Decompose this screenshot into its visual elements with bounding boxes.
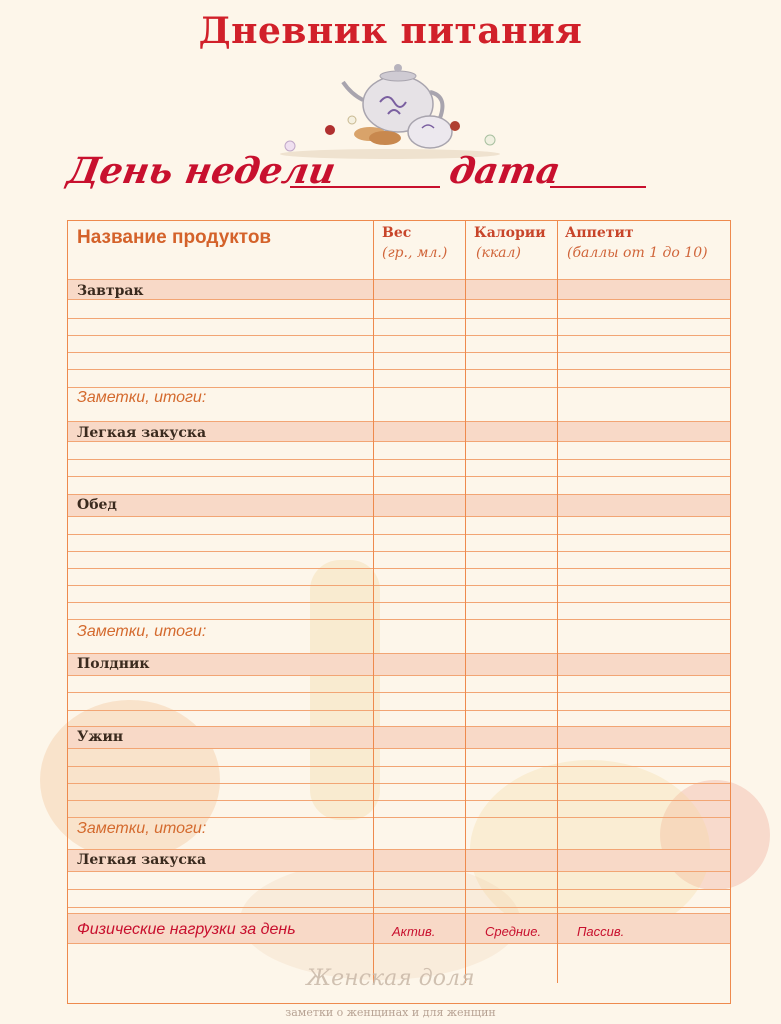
row-line — [68, 534, 730, 535]
section-band — [68, 279, 730, 299]
row-line — [68, 889, 730, 890]
row-line — [68, 335, 730, 336]
header-weight-units: (гр., мл.) — [382, 245, 448, 261]
section-snack-1: Легкая закуска — [77, 425, 207, 441]
row-line — [68, 516, 730, 517]
food-diary-table — [67, 220, 731, 1004]
teapot-illustration — [270, 62, 510, 162]
row-line — [68, 602, 730, 603]
row-line — [68, 551, 730, 552]
page-title: Дневник питания — [198, 10, 583, 52]
row-line — [68, 800, 730, 801]
notes-breakfast: Заметки, итоги: — [77, 389, 207, 406]
header-calories: Калории — [474, 225, 546, 241]
section-band — [68, 653, 730, 675]
row-line — [68, 619, 730, 620]
day-date-line — [64, 148, 648, 198]
day-of-week-label: День недели — [64, 150, 339, 192]
row-line — [68, 783, 730, 784]
row-line — [68, 318, 730, 319]
section-band — [68, 726, 730, 748]
header-appetite-scale: (баллы от 1 до 10) — [567, 245, 708, 261]
header-product-name: Название продуктов — [77, 227, 272, 248]
header-weight: Вес — [382, 225, 412, 241]
row-line — [68, 849, 730, 850]
row-line — [68, 369, 730, 370]
row-line — [68, 279, 730, 280]
row-line — [68, 494, 730, 495]
row-line — [68, 913, 730, 914]
activity-active[interactable]: Актив. — [392, 924, 436, 939]
column-line — [465, 221, 466, 983]
row-line — [68, 352, 730, 353]
row-line — [68, 299, 730, 300]
header-appetite: Аппетит — [565, 225, 634, 241]
notes-lunch: Заметки, итоги: — [77, 623, 207, 640]
section-band — [68, 494, 730, 516]
column-line — [557, 221, 558, 983]
section-breakfast: Завтрак — [77, 283, 144, 299]
brand-watermark: Женская доля — [306, 966, 475, 991]
activity-medium[interactable]: Средние. — [485, 924, 542, 939]
row-line — [68, 871, 730, 872]
day-of-week-blank[interactable] — [290, 186, 440, 188]
row-line — [68, 766, 730, 767]
section-snack-2: Легкая закуска — [77, 852, 207, 868]
date-blank[interactable] — [550, 186, 646, 188]
row-line — [68, 692, 730, 693]
activity-passive[interactable]: Пассив. — [577, 924, 625, 939]
date-label: дата — [446, 150, 564, 192]
row-line — [68, 653, 730, 654]
row-line — [68, 387, 730, 388]
column-line — [373, 221, 374, 983]
row-line — [68, 710, 730, 711]
row-line — [68, 726, 730, 727]
row-line — [68, 943, 730, 944]
section-afternoon-snack: Полдник — [77, 656, 150, 672]
physical-activity-label: Физические нагрузки за день — [77, 921, 296, 938]
notes-dinner: Заметки, итоги: — [77, 820, 207, 837]
section-lunch: Обед — [77, 497, 117, 513]
brand-tagline: заметки о женщинах и для женщин — [285, 1006, 496, 1019]
row-line — [68, 675, 730, 676]
row-line — [68, 421, 730, 422]
section-dinner: Ужин — [77, 729, 124, 745]
row-line — [68, 441, 730, 442]
row-line — [68, 748, 730, 749]
row-line — [68, 585, 730, 586]
row-line — [68, 907, 730, 908]
header-calories-units: (ккал) — [476, 245, 521, 261]
row-line — [68, 817, 730, 818]
row-line — [68, 568, 730, 569]
row-line — [68, 476, 730, 477]
row-line — [68, 459, 730, 460]
